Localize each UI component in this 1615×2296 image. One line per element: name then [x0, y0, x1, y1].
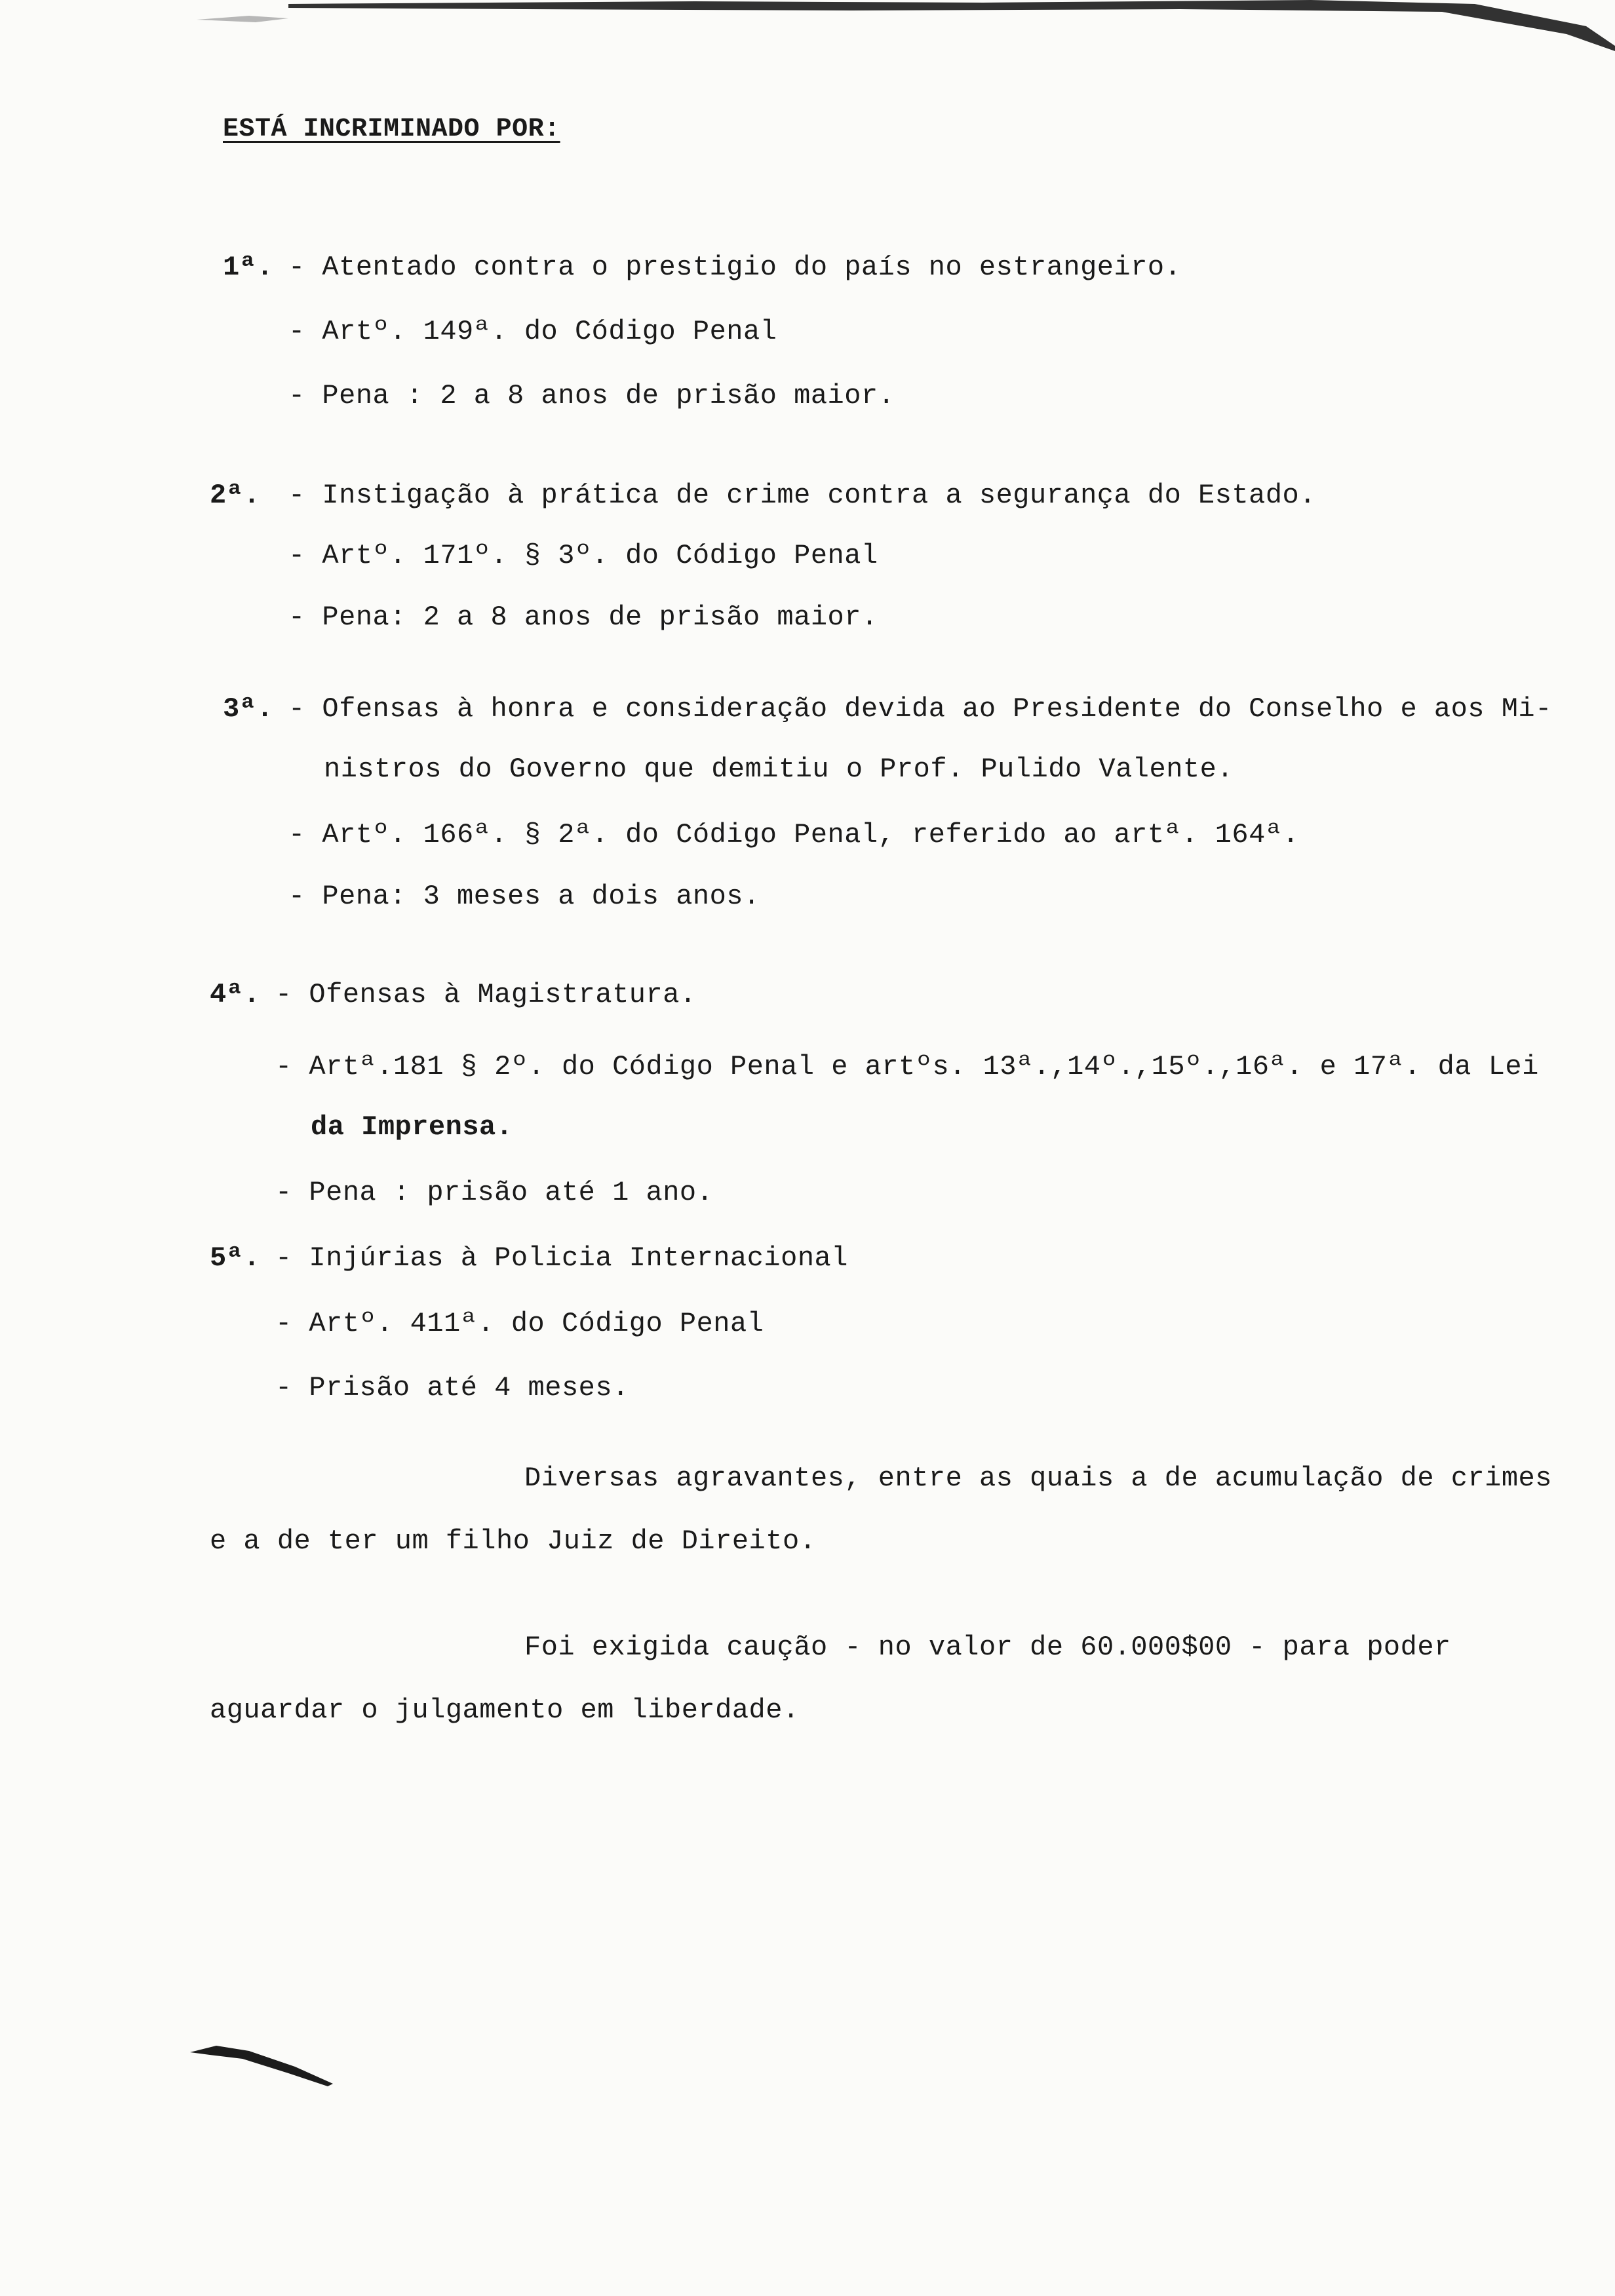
paragraph-bail-line-2: aguardar o julgamento em liberdade. [210, 1694, 800, 1726]
item-2-number: 2ª. [210, 480, 261, 511]
item-1-penalty: - Pena : 2 a 8 anos de prisão maior. [288, 380, 895, 411]
item-5-article: - Artº. 411ª. do Código Penal [275, 1308, 764, 1339]
paragraph-bail-line-1: Foi exigida caução - no valor de 60.000$00 - para poder [524, 1632, 1451, 1663]
paragraph-aggravating-line-1: Diversas agravantes, entre as quais a de acumulação de crimes [524, 1463, 1552, 1494]
item-5-number: 5ª. [210, 1242, 261, 1274]
item-1-article: - Artº. 149ª. do Código Penal [288, 316, 777, 347]
item-2-penalty: - Pena: 2 a 8 anos de prisão maior. [288, 602, 878, 633]
item-2-article: - Artº. 171º. § 3º. do Código Penal [288, 540, 878, 571]
document-heading: ESTÁ INCRIMINADO POR: [223, 115, 560, 144]
paragraph-aggravating-line-2: e a de ter um filho Juiz de Direito. [210, 1525, 817, 1557]
item-3-title: - Ofensas à honra e consideração devida ao Presidente do Conselho e aos Mi- [288, 693, 1552, 725]
item-3-title-cont: nistros do Governo que demitiu o Prof. Pulido Valente. [324, 754, 1234, 785]
scan-edge-top [197, 0, 1615, 59]
item-5-title: - Injúrias à Policia Internacional [275, 1242, 848, 1274]
item-4-number: 4ª. [210, 979, 261, 1010]
item-1-title: - Atentado contra o prestigio do país no estrangeiro. [288, 252, 1182, 283]
item-4-article-cont: da Imprensa. [311, 1111, 513, 1143]
item-4-title: - Ofensas à Magistratura. [275, 979, 697, 1010]
item-4-penalty: - Pena : prisão até 1 ano. [275, 1177, 714, 1208]
item-3-number: 3ª. [223, 693, 274, 725]
item-3-article: - Artº. 166ª. § 2ª. do Código Penal, referido ao artª. 164ª. [288, 819, 1300, 851]
item-4-article: - Artª.181 § 2º. do Código Penal e artºs. 13ª.,14º.,15º.,16ª. e 17ª. da Lei [275, 1051, 1539, 1082]
scan-mark-bottom [190, 2038, 334, 2090]
item-1-number: 1ª. [223, 252, 274, 283]
item-5-penalty: - Prisão até 4 meses. [275, 1372, 629, 1404]
item-2-title: - Instigação à prática de crime contra a segurança do Estado. [288, 480, 1316, 511]
item-3-penalty: - Pena: 3 meses a dois anos. [288, 881, 760, 912]
